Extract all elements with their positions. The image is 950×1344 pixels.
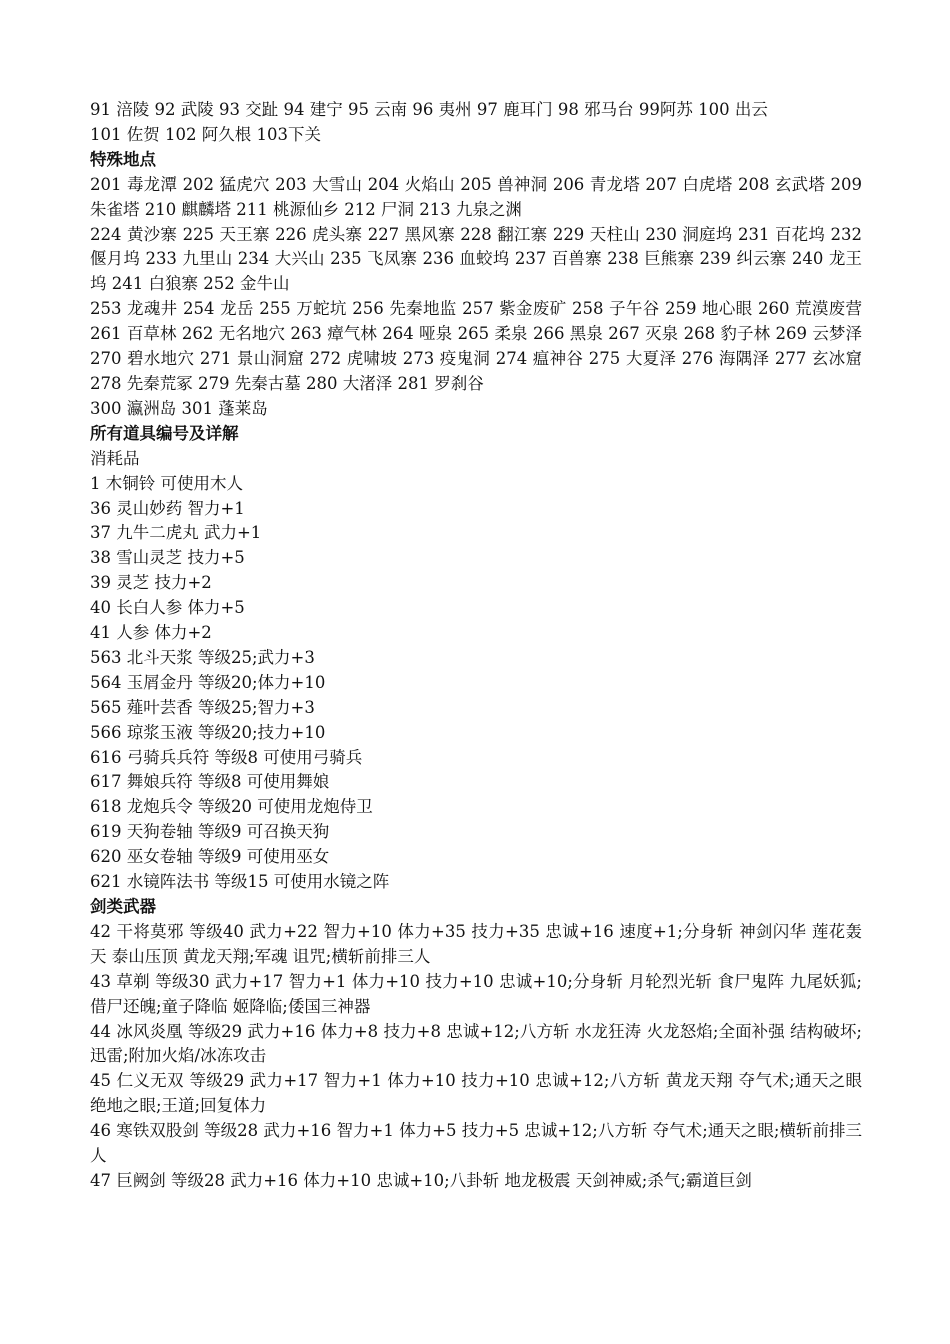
text-line: 300 瀛洲岛 301 蓬莱岛 <box>90 398 268 418</box>
text-line: 618 龙炮兵令 等级20 可使用龙炮侍卫 <box>90 797 373 817</box>
text-line: 37 九牛二虎丸 武力+1 <box>90 523 262 543</box>
text-line: 616 弓骑兵兵符 等级8 可使用弓骑兵 <box>90 747 363 767</box>
text-line: 563 北斗天浆 等级25;武力+3 <box>90 647 315 667</box>
text-line: 46 寒铁双股剑 等级28 武力+16 智力+1 体力+5 技力+5 忠诚+12;八方斩 夺气术;通天之眼;横斩前排三人 <box>90 1121 862 1166</box>
text-line: 201 毒龙潭 202 猛虎穴 203 大雪山 204 火焰山 205 兽神洞 206 青龙塔 207 白虎塔 208 玄武塔 209 朱雀塔 210 麒麟塔 211 桃源仙乡 212 尸洞 213 九泉之渊 <box>90 174 862 219</box>
section-heading: 特殊地点 <box>90 149 156 169</box>
text-line: 564 玉屑金丹 等级20;体力+10 <box>90 672 326 692</box>
text-line: 36 灵山妙药 智力+1 <box>90 498 245 518</box>
text-line: 1 木铜铃 可使用木人 <box>90 473 243 493</box>
text-line: 40 长白人参 体力+5 <box>90 598 245 618</box>
document-page <box>90 98 862 1194</box>
text-line: 42 干将莫邪 等级40 武力+22 智力+10 体力+35 技力+35 忠诚+16 速度+1;分身斩 神剑闪华 莲花轰天 泰山压顶 黄龙天翔;军魂 诅咒;横斩前排三人 <box>90 921 862 966</box>
text-line: 91 涪陵 92 武陵 93 交趾 94 建宁 95 云南 96 夷州 97 鹿耳门 98 邪马台 99阿苏 100 出云 <box>90 100 768 119</box>
text-line: 41 人参 体力+2 <box>90 623 212 643</box>
section-heading: 剑类武器 <box>90 897 156 916</box>
text-line: 101 佐贺 102 阿久根 103下关 <box>90 124 321 144</box>
text-line: 565 薤叶芸香 等级25;智力+3 <box>90 697 315 717</box>
text-line: 39 灵芝 技力+2 <box>90 573 212 593</box>
text-line: 44 冰风炎凰 等级29 武力+16 体力+8 技力+8 忠诚+12;八方斩 水龙狂涛 火龙怒焰;全面补强 结构破坏;迅雷;附加火焰/冰冻攻击 <box>90 1021 862 1066</box>
section-heading: 所有道具编号及详解 <box>90 423 239 443</box>
text-line: 621 水镜阵法书 等级15 可使用水镜之阵 <box>90 872 390 892</box>
text-line: 566 琼浆玉液 等级20;技力+10 <box>90 722 326 742</box>
text-line: 43 草剃 等级30 武力+17 智力+1 体力+10 技力+10 忠诚+10;分身斩 月轮烈光斩 食尸鬼阵 九尾妖狐;借尸还魄;童子降临 姬降临;倭国三神器 <box>90 971 862 1016</box>
text-line: 45 仁义无双 等级29 武力+17 智力+1 体力+10 技力+10 忠诚+12;八方斩 黄龙天翔 夺气术;通天之眼 绝地之眼;王道;回复体力 <box>90 1071 862 1116</box>
text-line: 47 巨阙剑 等级28 武力+16 体力+10 忠诚+10;八卦斩 地龙极震 天剑神威;杀气;霸道巨剑 <box>90 1170 752 1190</box>
text-line: 617 舞娘兵符 等级8 可使用舞娘 <box>90 772 330 792</box>
text-line: 253 龙魂井 254 龙岳 255 万蛇坑 256 先秦地监 257 紫金废矿 258 子午谷 259 地心眼 260 荒漠废营 261 百草林 262 无名地穴 263 瘴气林 264 哑泉 265 柔泉 266 黑泉 267 灭泉 268 豹子林 269 云梦泽 270 碧水地穴 271 景山洞窟 272 虎啸坡 273 疫鬼洞 274 瘟神谷 275 大夏泽 276 海隅泽 277 玄冰窟 278 先秦荒冢 279 先秦古墓 280 大渚泽 281 罗刹谷 <box>90 299 862 393</box>
text-line: 38 雪山灵芝 技力+5 <box>90 548 245 568</box>
text-line: 消耗品 <box>90 448 140 468</box>
text-line: 620 巫女卷轴 等级9 可使用巫女 <box>90 847 330 867</box>
text-line: 619 天狗卷轴 等级9 可召换天狗 <box>90 822 330 842</box>
text-line: 224 黄沙寨 225 天王寨 226 虎头寨 227 黑风寨 228 翻江寨 229 天柱山 230 洞庭坞 231 百花坞 232 偃月坞 233 九里山 234 大兴山 235 飞凤寨 236 血蛟坞 237 百兽寨 238 巨熊寨 239 纠云寨 240 龙王坞 241 白狼寨 252 金牛山 <box>90 224 862 294</box>
